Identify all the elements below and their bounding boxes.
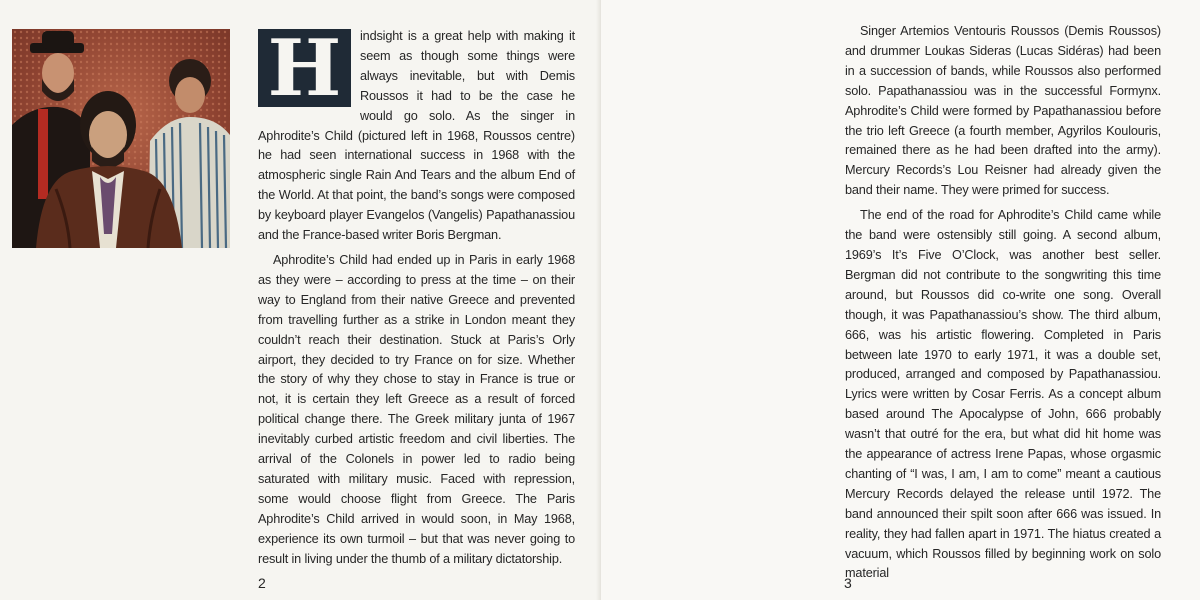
right-paragraph-2: The end of the road for Aphrodite’s Child came while the band were ostensibly still going. A second album, 1969’s It’s Five O’Clock, was another best seller. Bergman did not contribute to the songwriting this time around, but Roussos did co-write one song. Overall though, it was Papathanassiou’s show. The third album, 666, was his artistic flowering. Completed in Paris between late 1970 to early 1971, it was a double set, produced, arranged and composed by Papathanassiou. Lyrics were written by Cosar Ferris. As a concept album based around The Apocalypse of John, 666 probably wasn’t that outré for the era, but what did hit home was the appearance of actress Irene Papas, whose orgasmic chanting of “I was, I am, I am to come” meant a cautious Mercury Records delayed the release until 1972. The band announced their spilt soon after 666 was issued. In reality, they had fallen apart in 1971. The hiatus created a vacuum, which Roussos filled by beginning work on solo material	[845, 208, 1161, 581]
left-page-body	[258, 23, 575, 569]
band-photo-illustration	[12, 29, 230, 248]
band-photo	[12, 29, 230, 248]
right-page	[601, 0, 1200, 600]
drop-cap: H	[258, 29, 351, 107]
left-paragraph-2: Aphrodite’s Child had ended up in Paris in early 1968 as they were – according to press at the time – on their way to England from their native Greece and prevented from travelling further as a strike in London meant they couldn’t reach their destination. Stuck at Paris’s Orly airport, they decided to try France on for size. Whether the story of why they chose to stay in France is true or not, it is certain they left Greece as a result of forced political change there. The Greek military junta of 1967 inevitably curbed artistic freedom and civil liberties. The arrival of the Colonels in power led to radio being saturated with military music. Faced with repression, some would choose flight from Greece. The Paris Aphrodite’s Child arrived in would soon, in May 1968, experience its own turmoil – but that was never going to result in living under the thumb of a military dictatorship.	[258, 252, 575, 566]
page-number-right: 3	[844, 575, 852, 591]
right-paragraph-1: Singer Artemios Ventouris Roussos (Demis Roussos) and drummer Loukas Sideras (Lucas Sidéras) had been in a succession of bands, while Roussos also performed solo. Papathanassiou was in the successful Formynx. Aphrodite’s Child were formed by Papathanassiou before the trio left Greece (a fourth member, Agyrilos Koulouris, remained there as he had been drafted into the army). Mercury Records’s Lou Reisner had already given the band their name. They were primed for success.	[845, 24, 1161, 198]
right-page-body	[845, 22, 1161, 584]
left-paragraph-1: indsight is a great help with making it seem as though some things were always inevitable, but with Demis Roussos it had to be the case he would go solo. As the singer in Aphrodite’s Child (pictured left in 1968, Roussos centre) he had seen international success in 1968 with the atmospheric single Rain And Tears and the album End of the World. At that point, the band’s songs were composed by keyboard player Evangelos (Vangelis) Papathanassiou and the France-based writer Boris Bergman.	[258, 29, 575, 243]
page-number-left: 2	[258, 575, 266, 591]
